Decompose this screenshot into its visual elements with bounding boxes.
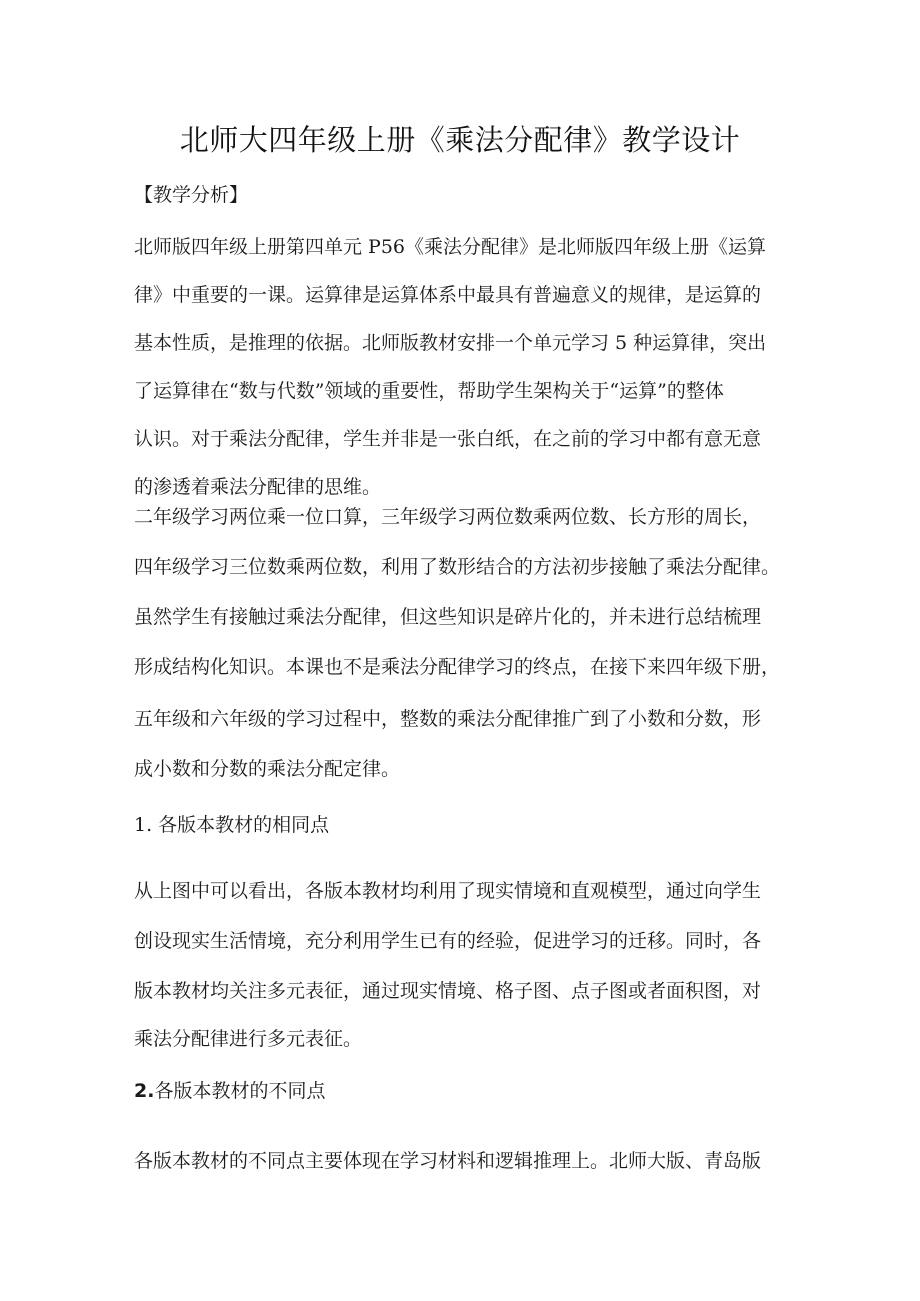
- subheading-1: 1. 各版本教材的相同点: [134, 814, 330, 836]
- paragraph2-line: 二年级学习两位乘一位口算，三年级学习两位数乘两位数、长方形的周长，: [134, 506, 762, 528]
- paragraph3-line: 版本教材均关注多元表征，通过现实情境、格子图、点子图或者面积图，对: [134, 980, 762, 1002]
- paragraph1-line: 的渗透着乘法分配律的思维。: [134, 476, 382, 498]
- subheading-2: [134, 1082, 325, 1101]
- paragraph1-line: 了运算律在“数与代数”领域的重要性，帮助学生架构关于“运算”的整体: [134, 380, 724, 402]
- paragraph2-line: 五年级和六年级的学习过程中，整数的乘法分配律推广到了小数和分数，形: [134, 708, 762, 730]
- paragraph3-line: 创设现实生活情境，充分利用学生已有的经验，促进学习的迁移。同时，各: [134, 930, 762, 952]
- subheading-2-number: 2.: [134, 1080, 155, 1102]
- section-label: 【教学分析】: [134, 184, 249, 206]
- paragraph2-line: 形成结构化知识。本课也不是乘法分配律学习的终点，在接下来四年级下册，: [134, 656, 781, 678]
- paragraph1-line: 认识。对于乘法分配律，学生并非是一张白纸，在之前的学习中都有意无意: [134, 428, 762, 450]
- document-title: 北师大四年级上册《乘法分配律》教学设计: [179, 123, 741, 157]
- paragraph2-line: 四年级学习三位数乘两位数，利用了数形结合的方法初步接触了乘法分配律。: [134, 556, 781, 578]
- paragraph2-line: 成小数和分数的乘法分配定律。: [134, 758, 401, 780]
- paragraph1-line: 律》中重要的一课。运算律是运算体系中最具有普遍意义的规律，是运算的: [134, 284, 762, 306]
- paragraph1-line: 基本性质，是推理的依据。北师版教材安排一个单元学习 5 种运算律，突出: [134, 332, 767, 354]
- paragraph3-line: 从上图中可以看出，各版本教材均利用了现实情境和直观模型，通过向学生: [134, 880, 762, 902]
- subheading-2-text: 各版本教材的不同点: [154, 1080, 326, 1102]
- paragraph3-line: 乘法分配律进行多元表征。: [134, 1028, 363, 1050]
- paragraph1-line: 北师版四年级上册第四单元 P56《乘法分配律》是北师版四年级上册《运算: [134, 236, 767, 258]
- paragraph4-line: 各版本教材的不同点主要体现在学习材料和逻辑推理上。北师大版、青岛版: [134, 1150, 762, 1172]
- paragraph2-line: 虽然学生有接触过乘法分配律，但这些知识是碎片化的，并未进行总结梳理: [134, 606, 762, 628]
